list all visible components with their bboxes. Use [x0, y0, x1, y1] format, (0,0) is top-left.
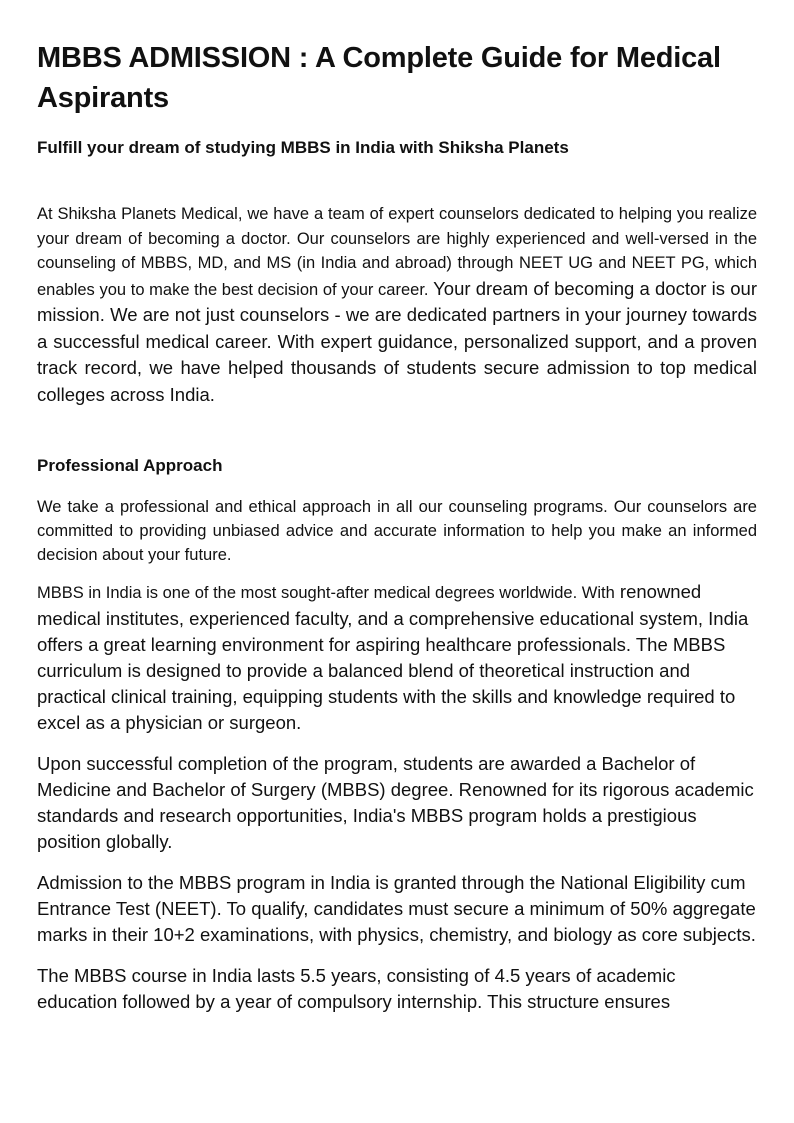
section-heading-professional-approach: Professional Approach [37, 456, 223, 475]
page-title: MBBS ADMISSION : A Complete Guide for Medical Aspirants [37, 42, 721, 114]
admission-paragraph: Admission to the MBBS program in India is granted through the National Eligibility cum Entrance Test (NEET). To qualify, candidates must secure a minimum of 50% aggregate marks in their 10+2 examinations, with physics, chemistry, and biology as core subjects. [37, 872, 756, 945]
intro-text-part1: At Shiksha Planets Medical, we have a team of expert counselors dedicated to helping you realize your dream of becoming a doctor. Our counselors are highly experienced and well-versed in the counseling of MBBS, MD, and MS (in India and abroad) through NEET UG and NEET PG, which enables you to make the best decision of your career. [37, 205, 757, 299]
intro-paragraph [37, 202, 757, 408]
page-subtitle: Fulfill your dream of studying MBBS in India with Shiksha Planets [37, 138, 569, 157]
completion-paragraph: Upon successful completion of the program, students are awarded a Bachelor of Medicine and Bachelor of Surgery (MBBS) degree. Renowned for its rigorous academic standards and research opportunities, India's MBBS program holds a prestigious position globally. [37, 753, 754, 852]
mbbs-india-text-part1: MBBS in India is one of the most sought-after medical degrees worldwide. With [37, 584, 615, 602]
duration-paragraph: The MBBS course in India lasts 5.5 years, consisting of 4.5 years of academic education followed by a year of compulsory internship. This structure ensures [37, 965, 676, 1012]
intro-text-part2: Your dream of becoming a doctor is our mission. We are not just counselors - we are dedicated partners in your journey towards a successful medical career. With expert guidance, personalized support, and a proven track record, we have helped thousands of students secure admission to top medical colleges across India. [37, 277, 757, 405]
mbbs-india-text-part2: renowned medical institutes, experienced faculty, and a comprehensive educational system, India offers a great learning environment for aspiring healthcare professionals. The MBBS curriculum is designed to provide a balanced blend of theoretical instruction and practical clinical training, equipping students with the skills and knowledge required to excel as a physician or surgeon. [37, 581, 749, 733]
document-page [37, 38, 757, 1015]
professional-approach-paragraph: We take a professional and ethical approach in all our counseling programs. Our counselors are committed to providing unbiased advice and accurate information to help you make an informed decision about your future. [37, 498, 757, 564]
mbbs-india-paragraph [37, 579, 757, 736]
